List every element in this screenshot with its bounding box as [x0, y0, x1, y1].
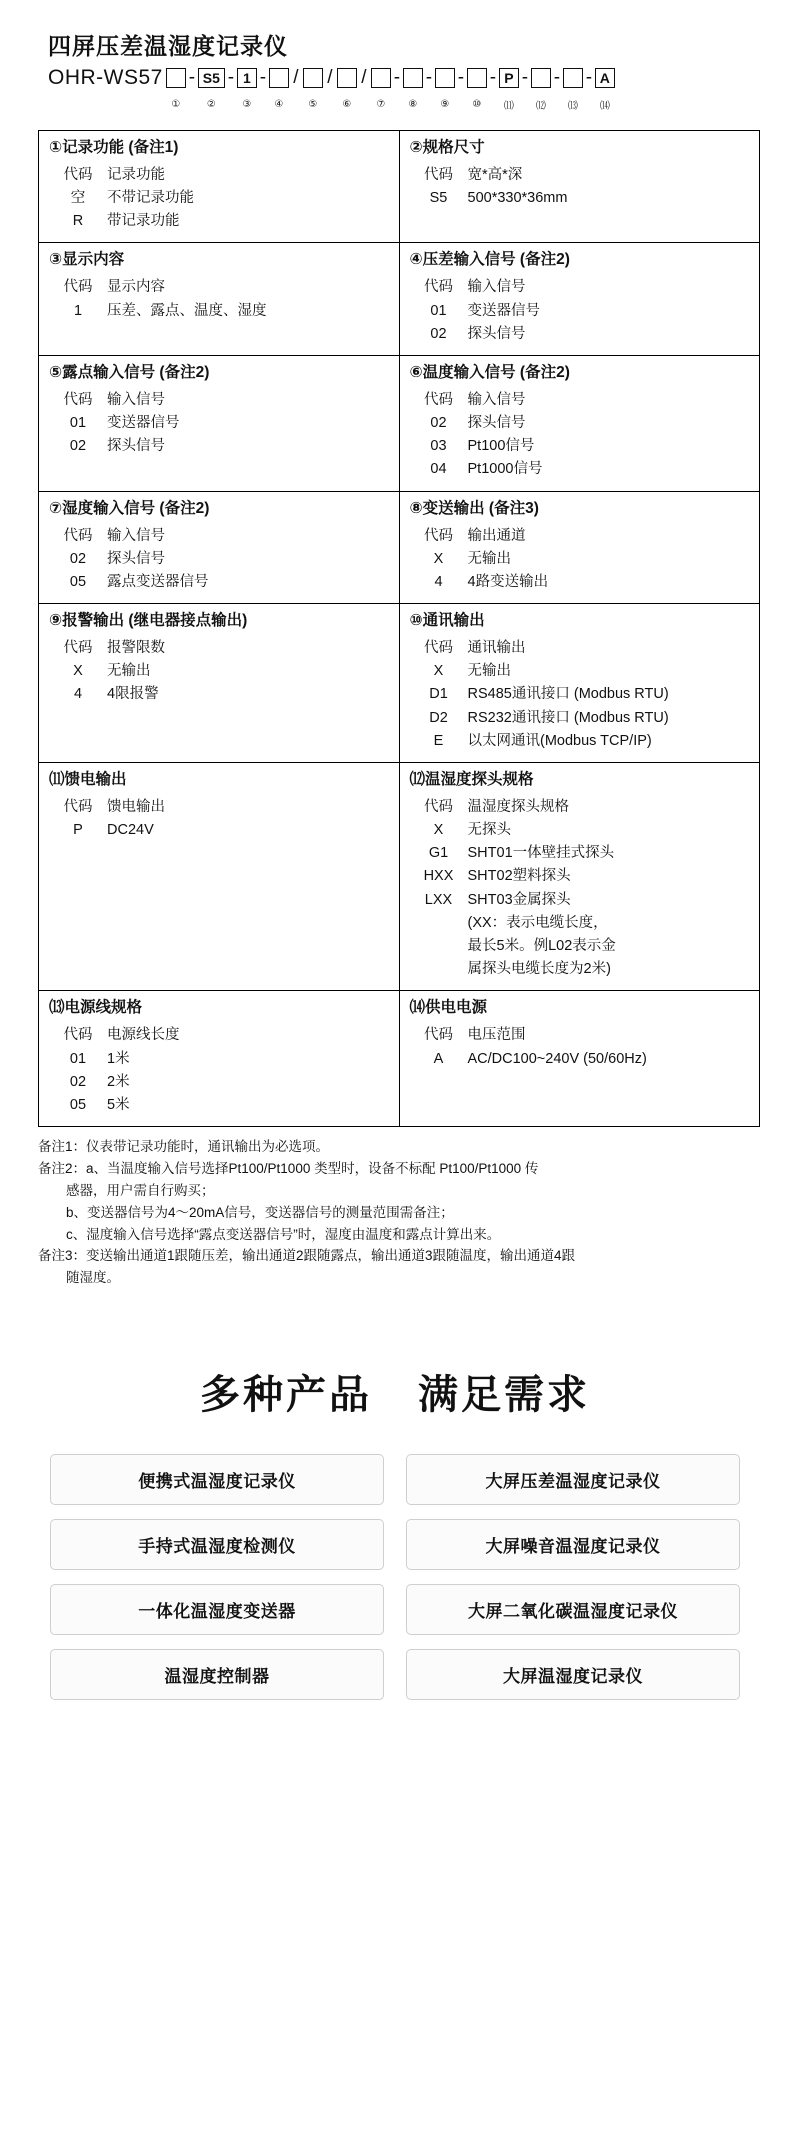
product-pill-8[interactable]: 大屏温湿度记录仪 [406, 1649, 740, 1700]
column-header-desc: 输入信号 [107, 527, 165, 544]
model-slot-index-14: ⒁ [599, 100, 610, 112]
promo-title [30, 1363, 760, 1420]
option-desc: 无探头 [467, 822, 511, 839]
model-slot-8 [403, 68, 423, 88]
spec-option-row [410, 865, 750, 888]
spec-option-row [410, 323, 750, 346]
spec-group-header [410, 637, 750, 660]
spec-group-title: ⑿温湿度探头规格 [409, 770, 534, 788]
spec-cell-g14 [399, 991, 760, 1127]
column-header-code: 代码 [63, 166, 93, 183]
spec-option-row [49, 1048, 389, 1071]
spec-cell-g2 [399, 131, 760, 243]
spec-group [400, 492, 760, 603]
option-desc: 探头信号 [467, 415, 526, 432]
model-slot-index-10: ⑩ [472, 98, 482, 110]
spec-row [39, 355, 760, 491]
option-code: 01 [69, 415, 87, 432]
column-header-desc: 电压范围 [467, 1027, 526, 1044]
option-desc: 2米 [107, 1073, 130, 1090]
spec-option-row [410, 412, 750, 435]
spec-option-row [410, 707, 750, 730]
spec-row-spacer [49, 842, 389, 865]
product-pill-1[interactable]: 便携式温湿度记录仪 [50, 1454, 384, 1505]
column-header-desc: 宽*高*深 [467, 166, 523, 183]
spec-option-row [410, 458, 750, 481]
model-index-items [165, 97, 616, 112]
spec-cell-g10 [399, 604, 760, 763]
remark-line: 随湿度。 [66, 1270, 120, 1286]
option-desc: 探头信号 [467, 325, 526, 342]
spec-group [400, 763, 760, 990]
spec-group [400, 604, 760, 762]
column-header-desc: 馈电输出 [107, 798, 165, 815]
spec-row-spacer [49, 323, 389, 346]
spec-cell-g5 [39, 355, 400, 491]
option-desc: SHT03金属探头 [467, 891, 571, 908]
model-separator: / [361, 67, 367, 88]
spec-group [39, 492, 399, 603]
option-code: 空 [70, 190, 86, 207]
product-pill-6[interactable]: 大屏二氧化碳温湿度记录仪 [406, 1584, 740, 1635]
spec-group-header [410, 796, 750, 819]
product-pill-5[interactable]: 一体化温湿度变送器 [50, 1584, 384, 1635]
page-title: 四屏压差温湿度记录仪 [48, 33, 288, 59]
spec-row-spacer [410, 210, 750, 233]
column-header-code: 代码 [424, 527, 453, 544]
column-header-code: 代码 [424, 798, 453, 815]
spec-group-title: ⑧变送输出 (备注3) [409, 499, 539, 517]
promo-section [30, 1363, 760, 1700]
spec-row [39, 991, 760, 1127]
spec-option-row [410, 842, 750, 865]
option-code: 05 [69, 1096, 87, 1113]
model-slot-index-1: ① [171, 98, 181, 110]
model-separator: - [227, 67, 235, 88]
option-code: 01 [69, 1050, 87, 1067]
option-desc: RS232通讯接口 (Modbus RTU) [467, 709, 669, 726]
column-header-desc: 通讯输出 [467, 640, 526, 657]
option-code: G1 [428, 845, 449, 862]
remark-line: c、湿度输入信号选择“露点变送器信号”时，湿度由温度和露点计算出来。 [66, 1226, 501, 1242]
option-code: LXX [424, 891, 453, 908]
column-header-code: 代码 [63, 798, 93, 815]
spec-option-row [410, 187, 750, 210]
model-slot-3: 1 [237, 68, 257, 88]
column-header-code: 代码 [424, 166, 453, 183]
remark-line: 备注1：仪表带记录功能时，通讯输出为必选项。 [38, 1139, 330, 1155]
spec-group [400, 243, 760, 354]
spec-group-title: ⒀电源线规格 [49, 999, 143, 1017]
spec-option-row [49, 571, 389, 594]
option-code: 4 [73, 686, 83, 703]
spec-group-header [49, 525, 389, 548]
spec-option-note: 最长5米。例L02表示金 [467, 938, 616, 955]
product-pill-4[interactable]: 大屏噪音温湿度记录仪 [406, 1519, 740, 1570]
spec-cell-g13 [39, 991, 400, 1127]
spec-option-row [49, 187, 389, 210]
remark-line: b、变送器信号为4～20mA信号，变送器信号的测量范围需备注； [66, 1204, 454, 1220]
option-code: 02 [430, 325, 447, 342]
spec-group-header [49, 796, 389, 819]
promo-title-left: 多种产品 [200, 1373, 372, 1418]
spec-group [39, 763, 399, 921]
spec-row [39, 131, 760, 243]
column-header-code: 代码 [424, 391, 453, 408]
spec-option-row [410, 548, 750, 571]
spec-group [39, 356, 399, 491]
spec-group-header [410, 1024, 750, 1047]
model-slot-index-13: ⒀ [567, 100, 578, 112]
model-slot-13 [563, 68, 583, 88]
spec-group-title: ①记录功能 (备注1) [49, 139, 179, 156]
model-slot-7 [371, 68, 391, 88]
spec-cell-g12 [399, 762, 760, 990]
column-header-desc: 输入信号 [107, 391, 165, 408]
spec-group [400, 991, 760, 1126]
option-desc: 探头信号 [107, 438, 165, 455]
product-pill-3[interactable]: 手持式温湿度检测仪 [50, 1519, 384, 1570]
spec-row-spacer [49, 865, 389, 888]
option-desc: 无输出 [467, 550, 511, 567]
model-slot-9 [435, 68, 455, 88]
spec-cell-g9 [39, 604, 400, 763]
spec-row [39, 491, 760, 603]
spec-group-title: ③显示内容 [49, 251, 125, 269]
spec-option-row [410, 889, 750, 912]
column-header-code: 代码 [424, 1027, 453, 1044]
spec-option-row [49, 435, 389, 458]
spec-group-header [410, 525, 750, 548]
spec-group-header [49, 1024, 389, 1047]
spec-group-title: ②规格尺寸 [409, 139, 485, 156]
model-slot-index-4: ④ [274, 98, 284, 110]
option-desc: AC/DC100~240V (50/60Hz) [467, 1050, 647, 1067]
column-header-desc: 输入信号 [467, 391, 526, 408]
column-header-code: 代码 [63, 279, 93, 296]
spec-option-row [49, 300, 389, 323]
spec-group-header [410, 389, 750, 412]
model-separator: - [489, 67, 497, 88]
option-desc: 1米 [107, 1050, 130, 1067]
spec-group-title: ④压差输入信号 (备注2) [409, 251, 570, 269]
model-slot-12 [531, 68, 551, 88]
spec-option-row [49, 210, 389, 233]
option-code: 04 [430, 461, 447, 478]
option-desc: 探头信号 [107, 550, 165, 567]
column-header-code: 代码 [424, 640, 453, 657]
product-pill-7[interactable]: 温湿度控制器 [50, 1649, 384, 1700]
option-code: 01 [430, 302, 447, 319]
model-slot-4 [269, 68, 289, 88]
spec-option-row [410, 571, 750, 594]
column-header-code: 代码 [63, 640, 93, 657]
option-code: D1 [429, 686, 448, 703]
spec-cell-g7 [39, 491, 400, 603]
option-code: 05 [69, 573, 87, 590]
remark-line: 感器，用户需自行购买； [66, 1182, 215, 1198]
spec-row-spacer [49, 730, 389, 753]
column-header-desc: 电源线长度 [107, 1027, 180, 1044]
spec-cell-g1 [39, 131, 400, 243]
option-desc: 4限报警 [107, 686, 159, 703]
spec-group-title: ⒁供电电源 [409, 999, 488, 1017]
spec-option-row [49, 548, 389, 571]
spec-row-spacer [49, 889, 389, 912]
column-header-code: 代码 [63, 1027, 93, 1044]
option-code: 1 [73, 302, 83, 319]
option-code: X [433, 550, 444, 567]
model-separator: - [457, 67, 465, 88]
option-desc: 露点变送器信号 [107, 573, 209, 590]
option-code: E [433, 732, 444, 749]
spec-group-header [410, 164, 750, 187]
spec-group [39, 604, 399, 762]
column-header-desc: 报警限数 [107, 640, 165, 657]
model-slot-2: S5 [198, 68, 225, 88]
spec-group-header [49, 276, 389, 299]
column-header-desc: 输入信号 [467, 279, 526, 296]
model-separator: - [585, 67, 593, 88]
spec-group-title: ⑾馈电输出 [49, 770, 127, 788]
option-desc: Pt1000信号 [467, 461, 543, 478]
spec-option-row [410, 435, 750, 458]
spec-row-spacer [410, 1071, 750, 1094]
option-desc: 5米 [107, 1096, 130, 1113]
option-code: 02 [69, 1073, 87, 1090]
remarks-block [38, 1136, 760, 1289]
model-separator: - [521, 67, 529, 88]
remark-line: 备注3：变送输出通道1跟随压差，输出通道2跟随露点，输出通道3跟随温度，输出通道4跟 [38, 1248, 576, 1264]
column-header-code: 代码 [63, 527, 93, 544]
spec-row-spacer [410, 1094, 750, 1117]
model-slot-1 [166, 68, 186, 88]
spec-group-header [49, 389, 389, 412]
spec-group-title: ⑥温度输入信号 (备注2) [409, 363, 570, 381]
option-code: X [73, 663, 83, 680]
option-desc: 变送器信号 [467, 302, 540, 319]
option-desc: 500*330*36mm [467, 190, 568, 207]
option-desc: 带记录功能 [107, 213, 180, 230]
model-slot-14: A [595, 68, 615, 88]
spec-group [39, 991, 399, 1126]
spec-option-note: 属探头电缆长度为2米) [467, 961, 611, 978]
option-code: P [73, 822, 83, 839]
promo-title-right: 满足需求 [418, 1373, 590, 1418]
model-slot-11: P [499, 68, 519, 88]
spec-row [39, 762, 760, 990]
model-separator: - [259, 67, 267, 88]
column-header-desc: 记录功能 [107, 166, 165, 183]
option-desc: 变送器信号 [107, 415, 180, 432]
spec-group-header [49, 164, 389, 187]
product-pill-2[interactable]: 大屏压差温湿度记录仪 [406, 1454, 740, 1505]
model-slot-index-7: ⑦ [376, 98, 386, 110]
model-slot-index-6: ⑥ [342, 98, 352, 110]
spec-group [400, 131, 760, 242]
spec-cell-g8 [399, 491, 760, 603]
column-header-code: 代码 [424, 279, 453, 296]
model-separator: - [553, 67, 561, 88]
column-header-code: 代码 [63, 391, 93, 408]
option-code: HXX [423, 868, 454, 885]
spec-cell-g11 [39, 762, 400, 990]
option-code: A [433, 1050, 444, 1067]
model-slot-index-11: ⑾ [503, 100, 514, 112]
option-code: D2 [429, 709, 448, 726]
model-code-line [48, 67, 760, 88]
model-separator: / [293, 67, 299, 88]
option-desc: RS485通讯接口 (Modbus RTU) [467, 686, 669, 703]
spec-group-header [410, 276, 750, 299]
spec-group-title: ⑦湿度输入信号 (备注2) [49, 499, 210, 517]
spec-option-row [49, 1071, 389, 1094]
option-desc: 压差、露点、温度、湿度 [107, 302, 267, 319]
option-desc: 无输出 [467, 663, 511, 680]
option-desc: SHT02塑料探头 [467, 868, 571, 885]
spec-row-spacer [49, 458, 389, 481]
spec-group [400, 356, 760, 491]
option-desc: 不带记录功能 [107, 190, 194, 207]
spec-option-row [410, 1048, 750, 1071]
model-index-line [48, 92, 760, 116]
model-separator: / [327, 67, 333, 88]
option-code: 03 [430, 438, 447, 455]
promo-product-grid [50, 1454, 740, 1700]
spec-row-spacer [49, 707, 389, 730]
model-slot-index-5: ⑤ [308, 98, 318, 110]
model-slot-index-8: ⑧ [408, 98, 418, 110]
option-code: X [433, 822, 444, 839]
model-slot-10 [467, 68, 487, 88]
model-slot-index-9: ⑨ [440, 98, 450, 110]
option-code: 02 [430, 415, 447, 432]
model-separator: - [425, 67, 433, 88]
spec-group-header [49, 637, 389, 660]
spec-option-row [410, 660, 750, 683]
option-desc: 无输出 [107, 663, 151, 680]
column-header-desc: 温湿度探头规格 [467, 798, 569, 815]
spec-cell-g4 [399, 243, 760, 355]
spec-option-row [49, 660, 389, 683]
spec-option-row [410, 730, 750, 753]
option-desc: SHT01一体壁挂式探头 [467, 845, 615, 862]
model-slot-index-12: ⑿ [535, 100, 546, 112]
option-code: R [72, 213, 84, 230]
model-slot-index-2: ② [206, 98, 216, 110]
spec-option-row [49, 412, 389, 435]
column-header-desc: 输出通道 [467, 527, 526, 544]
option-code: 02 [69, 438, 87, 455]
option-desc: DC24V [107, 822, 154, 839]
spec-group-title: ⑩通讯输出 [409, 612, 485, 630]
remark-line: 备注2：a、当温度输入信号选择Pt100/Pt1000 类型时，设备不标配 Pt100/Pt1000 传 [38, 1160, 539, 1176]
spec-option-row [49, 819, 389, 842]
option-code: X [433, 663, 444, 680]
spec-row [39, 604, 760, 763]
spec-option-row [49, 683, 389, 706]
spec-group [39, 243, 399, 354]
spec-row [39, 243, 760, 355]
model-separator: - [188, 67, 196, 88]
option-desc: Pt100信号 [467, 438, 535, 455]
option-desc: 4路变送输出 [467, 573, 549, 590]
spec-table [38, 130, 760, 1127]
model-separator: - [393, 67, 401, 88]
spec-group [39, 131, 399, 242]
spec-option-note: (XX：表示电缆长度， [467, 914, 608, 931]
column-header-desc: 显示内容 [107, 279, 165, 296]
spec-option-row [410, 819, 750, 842]
spec-cell-g6 [399, 355, 760, 491]
option-code: S5 [429, 190, 448, 207]
model-slot-index-3: ③ [242, 98, 252, 110]
option-desc: 以太网通讯(Modbus TCP/IP) [467, 732, 652, 749]
option-code: 02 [69, 550, 87, 567]
model-slot-6 [337, 68, 357, 88]
spec-option-row [410, 300, 750, 323]
option-code: 4 [434, 573, 443, 590]
spec-option-row [49, 1094, 389, 1117]
spec-group-title: ⑨报警输出 (继电器接点输出) [49, 612, 248, 630]
spec-cell-g3 [39, 243, 400, 355]
model-slots [165, 68, 616, 88]
spec-group-title: ⑤露点输入信号 (备注2) [49, 363, 210, 381]
model-slot-5 [303, 68, 323, 88]
model-prefix: OHR-WS57 [48, 66, 163, 89]
spec-option-row [410, 683, 750, 706]
model-code-block [48, 67, 760, 116]
